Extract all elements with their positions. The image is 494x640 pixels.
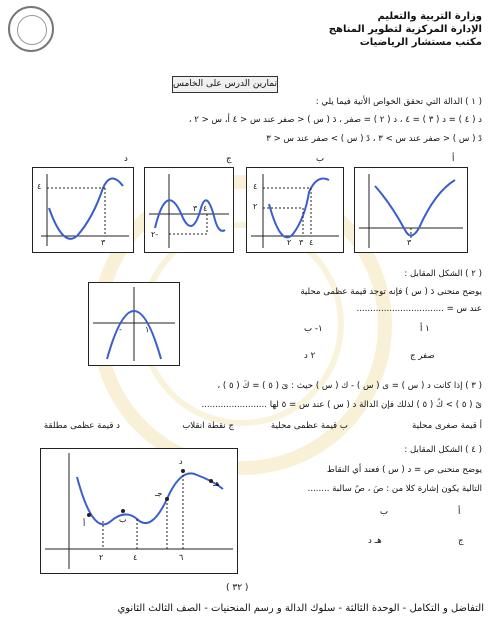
q1-option-d-label[interactable]: د xyxy=(124,154,128,164)
q4-option-a[interactable] xyxy=(458,506,460,518)
q2-graph-plot xyxy=(89,283,179,365)
q2-line-2: عند س = ................................ xyxy=(356,304,482,314)
q1-graph-c-plot xyxy=(145,168,233,252)
header-department: الإدارة المركزية لتطوير المناهج xyxy=(328,24,482,35)
q1-graph-b-x2-label: ٣ xyxy=(299,238,304,247)
q4-option-a-letter: أ xyxy=(458,507,461,517)
q3-option-c[interactable] xyxy=(182,420,234,432)
q1-graph-b xyxy=(246,167,344,253)
q1-condition-2: دً ( س ) < صفر عند س > ٣ ، دً ( س ) > صفر عند س < ٣ xyxy=(266,134,482,144)
q4-graph-x2-label: ٤ xyxy=(133,553,138,562)
q4-graph-point-b: ب xyxy=(119,515,127,524)
q1-option-c-label[interactable]: ج xyxy=(226,154,232,164)
q1-graph-d-plot xyxy=(33,168,133,252)
q2-option-b[interactable] xyxy=(304,323,323,335)
q3-line-1: ( ٣ ) إذا كانت د ( س ) = ى ( س ) - ك ( س ) حيث : ىَ ( ٥ ) = كَ ( ٥ ) ، xyxy=(217,381,482,391)
q3-option-b[interactable] xyxy=(271,420,348,432)
q4-graph-plot xyxy=(41,449,237,573)
q1-graph-d xyxy=(32,167,134,253)
page-number: ( ٣٢ ) xyxy=(226,583,249,593)
q4-graph-point-a: أ xyxy=(83,519,86,528)
q3-option-a-text: قيمة صغرى محلية xyxy=(412,421,477,431)
q4-option-d[interactable] xyxy=(368,535,382,547)
q2-graph-x2-label: - xyxy=(119,325,122,334)
q4-graph-x1-label: ٢ xyxy=(99,553,104,562)
q2-line-1: يوضح منحنى دَ ( س ) فإنه توجد قيمة عظمى محلية xyxy=(300,287,482,297)
q4-line-2: التالية يكون إشارة كلا من : صَ ، صً سالبة ........ xyxy=(307,484,482,494)
q1-graph-b-y2-label: ٢ xyxy=(253,202,258,211)
q2-graph-x1-label: ١ xyxy=(145,325,150,334)
page-footer: التفاضل و التكامل - الوحدة الثالثة - سلوك الدالة و رسم المنحنيات - الصف الثالث الثانوي xyxy=(117,603,484,614)
q2-option-a-value: ١ xyxy=(425,324,430,334)
q4-option-c[interactable] xyxy=(458,535,464,547)
q1-graph-d-y-label: ٤ xyxy=(37,182,42,191)
q1-option-b-label[interactable]: ب xyxy=(316,154,325,164)
q1-graph-c-x2-label: ٣ xyxy=(193,204,198,213)
q2-option-c-letter: ج xyxy=(410,351,416,361)
q4-stem: ( ٤ ) الشكل المقابل : xyxy=(404,445,482,455)
q2-option-d-letter: د xyxy=(304,351,308,361)
q3-option-c-letter: ج xyxy=(228,421,234,431)
q1-graph-b-x3-label: ٤ xyxy=(309,238,314,247)
q1-graph-b-plot xyxy=(247,168,343,252)
q1-graph-d-x-label: ٣ xyxy=(101,238,106,247)
q4-graph-point-e: هـ xyxy=(213,479,220,488)
q1-graph-c-x1-label: ٤ xyxy=(203,204,208,213)
q2-option-b-letter: ب xyxy=(304,324,313,334)
q3-option-a-letter: أ xyxy=(479,421,482,431)
q3-line-2: ىً ( ٥ ) > كً ( ٥ ) لذلك فإن الدالة د ( س ) عند س = ٥ لها ........................ xyxy=(201,400,482,410)
q2-option-d[interactable] xyxy=(304,350,315,362)
header-ministry: وزارة التربية والتعليم xyxy=(377,11,482,22)
q1-graph-c xyxy=(144,167,234,253)
q3-option-d-letter: د xyxy=(116,421,120,431)
q2-option-d-value: ٢ xyxy=(310,351,316,361)
q3-option-b-text: قيمة عظمى محلية xyxy=(270,421,338,431)
q1-graph-a xyxy=(354,167,468,253)
q1-condition-1: د ( ٤ ) = د ( ٣ ) = ٤ ، د ( ٢ ) = صفر ، دَ ( س ) < صفر عند س < ٤ أ، س < ٢ ، xyxy=(188,115,482,125)
q2-option-a[interactable] xyxy=(420,323,430,335)
q4-option-b-letter: ب xyxy=(380,507,389,517)
q3-option-d[interactable] xyxy=(44,420,120,432)
q4-graph-x3-label: ٦ xyxy=(179,553,184,562)
q3-option-d-text: قيمة عظمى مطلقة xyxy=(43,421,114,431)
q4-graph-point-c: جـ xyxy=(155,489,163,498)
q2-option-a-letter: أ xyxy=(420,324,423,334)
q4-line-1: يوضح منحنى ص = د ( س ) فعند أي النقاط xyxy=(326,465,482,475)
q2-graph xyxy=(88,282,180,366)
q4-option-b[interactable] xyxy=(380,506,388,518)
q1-graph-c-y-label: ٢- xyxy=(151,230,159,239)
q4-graph xyxy=(40,448,238,574)
q2-option-b-value: ١- xyxy=(314,324,323,334)
q1-option-a-label[interactable]: أ xyxy=(452,154,455,164)
ministry-seal-logo xyxy=(8,6,54,52)
q4-option-d-text: هـ xyxy=(374,536,382,546)
q2-option-c-value: صفر xyxy=(418,351,435,361)
q3-option-c-text: نقطة انقلاب xyxy=(182,421,226,431)
q1-graph-a-x-label: ٣ xyxy=(407,238,412,247)
q3-option-b-letter: ب xyxy=(339,421,348,431)
q4-option-c-letter: ج xyxy=(458,536,464,546)
header-office: مكتب مستشار الرياضيات xyxy=(359,37,482,48)
q4-graph-point-d: د xyxy=(179,457,183,466)
q1-graph-b-y1-label: ٤ xyxy=(253,182,258,191)
q1-stem: ( ١ ) الدالة التي تحقق الخواص الأتية فيما يلي : xyxy=(315,97,482,107)
q3-option-a[interactable] xyxy=(412,420,482,432)
q4-option-d-letter: د xyxy=(368,536,372,546)
header-block xyxy=(329,10,482,49)
q2-option-c[interactable] xyxy=(410,350,435,362)
q1-graph-b-x1-label: ٢ xyxy=(287,238,292,247)
lesson-title: تمارين الدرس على الخامس xyxy=(172,76,278,93)
q2-stem: ( ٢ ) الشكل المقابل : xyxy=(404,269,482,279)
